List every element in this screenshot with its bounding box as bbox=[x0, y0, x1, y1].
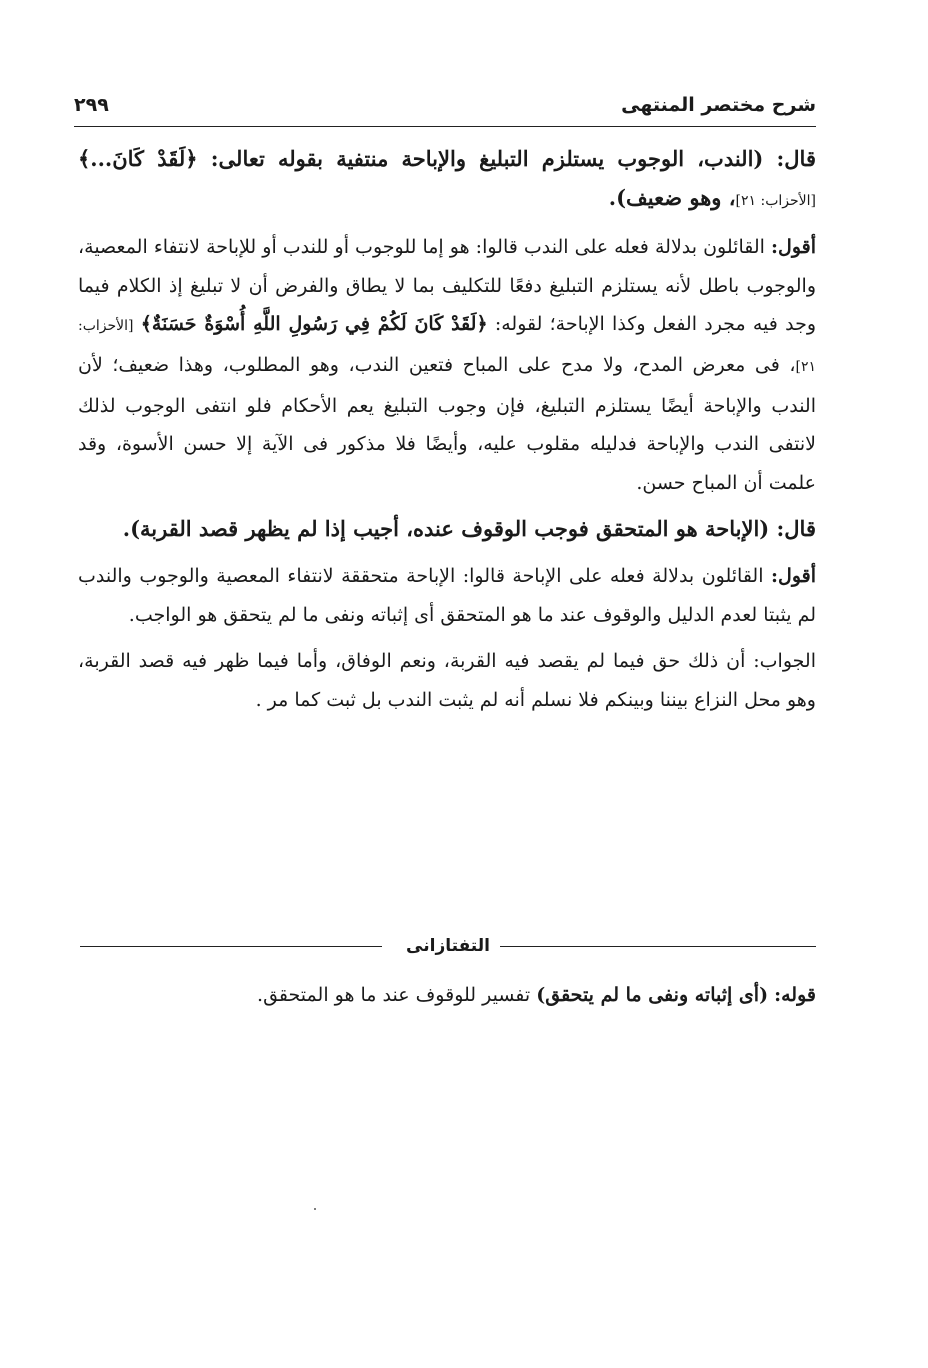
divider-rule-right bbox=[500, 946, 816, 947]
running-title: شرح مختصر المنتهى bbox=[621, 94, 816, 116]
paragraph-answer bbox=[78, 642, 816, 719]
paragraph-text-end: ، وهو ضعيف). bbox=[608, 184, 736, 210]
paragraph-text: (الإباحة هو المتحقق فوجب الوقوف عنده، أجيب إذا لم يظهر قصد القربة). bbox=[122, 516, 770, 542]
paragraph-qal-2 bbox=[78, 510, 816, 549]
commentary-label: قوله: bbox=[774, 984, 816, 1006]
paragraph-text: القائلون بدلالة فعله على الندب قالوا: هو إما للوجوب أو للندب أو للإباحة لانتفاء المعصية، والوجوب باطل لأنه يستلزم التبليغ دفعًا للتكليف بما لا يطاق والفرض أن لا تبليغ إذ الكلام فيما وجد فيه مجرد الفعل وكذا الإباحة؛ لقوله: bbox=[78, 236, 816, 336]
paragraph-text-end: ، فى معرض المدح، ولا مدح على المباح فتعين الندب، وهو المطلوب، وهذا ضعيف؛ لأن الندب والإباحة أيضًا يستلزم التبليغ، فإن وجوب التبليغ يعم الأحكام فلو انتفى الوجوب لذلك لانتفى الندب والإباحة فدليله مقلوب عليه، وأيضًا فلا مذكور فى الآية إلا حسن الأسوة، وقد علمت أن المباح حسن. bbox=[78, 353, 816, 494]
paragraph-label: قال: bbox=[776, 146, 816, 171]
commentary-body: تفسير للوقوف عند ما هو المتحقق. bbox=[257, 984, 537, 1006]
quran-verse: ﴿لَقَدْ كَانَ لَكُمْ فِي رَسُولِ اللَّهِ أُسْوَةٌ حَسَنَةٌ﴾ bbox=[140, 313, 488, 336]
paragraph-aqul-2 bbox=[78, 557, 816, 634]
verse-reference: [الأحزاب: ٢١] bbox=[735, 192, 816, 209]
paragraph-label: قال: bbox=[776, 516, 816, 542]
divider-rule-left bbox=[80, 946, 382, 947]
commentary-quote: (أى إثباته ونفى ما لم يتحقق) bbox=[536, 984, 769, 1006]
main-text bbox=[78, 140, 816, 727]
page-number: ٢٩٩ bbox=[74, 94, 109, 116]
paragraph-text: (الندب، الوجوب يستلزم التبليغ والإباحة منتفية بقوله تعالى: ﴿لَقَدْ كَانَ...﴾ bbox=[78, 146, 764, 171]
commentary-divider bbox=[80, 934, 816, 958]
print-speck bbox=[314, 1208, 316, 1210]
paragraph-text: الجواب: أن ذلك حق فيما لم يقصد فيه القربة، ونعم الوفاق، وأما فيما ظهر فيه قصد القربة، وهو محل النزاع بيننا وبينكم فلا نسلم أنه لم يثبت الندب بل ثبت كما مر . bbox=[78, 650, 816, 711]
paragraph-label: أقول: bbox=[771, 236, 816, 259]
verse-reference: [الأحزاب: ٢١] bbox=[78, 318, 816, 375]
commentary-author: التفتازانى bbox=[406, 936, 490, 956]
paragraph-aqul-1 bbox=[78, 228, 816, 502]
paragraph-text: القائلون بدلالة فعله على الإباحة قالوا: الإباحة متحققة لانتفاء المعصية والوجوب والندب لم يثبتا لعدم الدليل والوقوف عند ما هو المتحقق أى إثباته ونفى ما لم يتحقق هو الواجب. bbox=[78, 564, 816, 626]
paragraph-label: أقول: bbox=[771, 564, 816, 587]
page-header bbox=[74, 92, 816, 128]
header-rule bbox=[74, 126, 816, 127]
commentary-text bbox=[78, 976, 816, 1014]
paragraph-qal-1 bbox=[78, 140, 816, 220]
